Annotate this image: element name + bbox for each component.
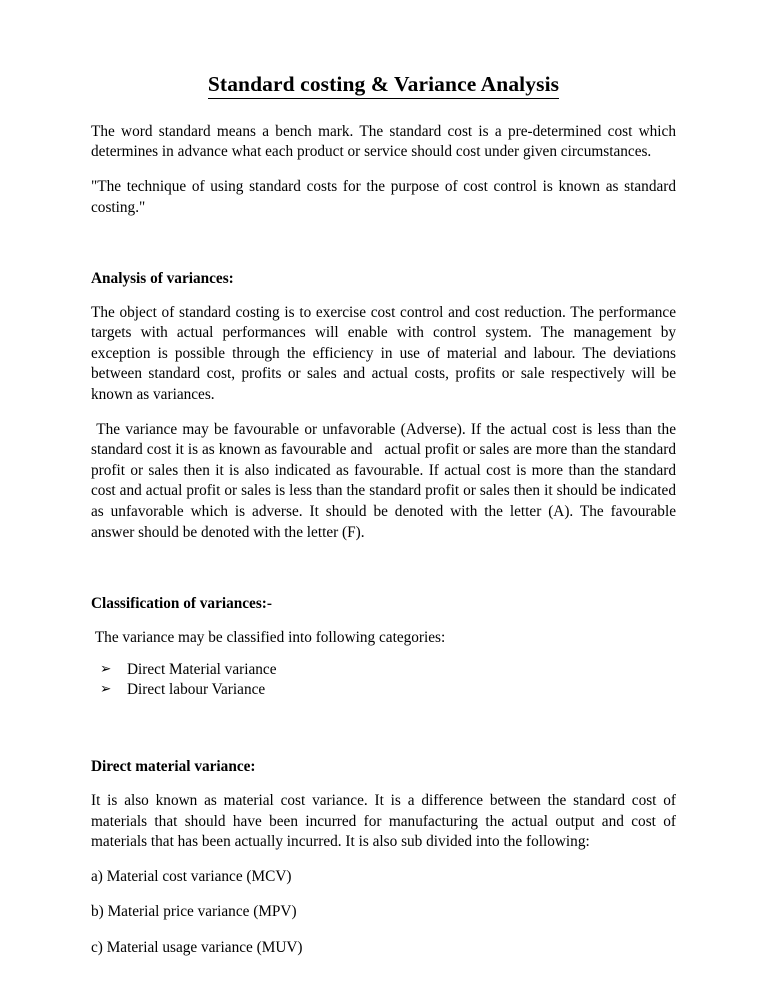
document-body xyxy=(91,72,680,974)
intro-paragraph-2: "The technique of using standard costs for the purpose of cost control is known as standard costing." xyxy=(91,177,680,216)
direct-material-paragraph: It is also known as material cost variance. It is a difference between the standard cost of materials that should have been incurred for manufacturing the actual output and cost of materials that has been actually incurred. It is also sub divided into the following: xyxy=(91,792,680,851)
heading-classification-of-variances: Classification of variances:- xyxy=(91,595,272,613)
list-item xyxy=(91,660,676,680)
spacer-before-classification xyxy=(91,557,676,594)
arrow-bullet-icon: ➢ xyxy=(100,661,112,678)
analysis-paragraph-2: The variance may be favourable or unfavorable (Adverse). If the actual cost is less than the standard cost it is as known as favourable and actual profit or sales are more than the standard profit or sales then it is also indicated as favourable. If actual cost is more than the standard cost and actual profit or sales is less than the standard profit or sales then it should be indicated as unfavorable which is adverse. It should be denoted with the letter (A). The favourable answer should be denoted with the letter (F). xyxy=(91,420,680,541)
list-item-label: Direct Material variance xyxy=(127,661,277,679)
intro-paragraph-1: The word standard means a bench mark. The standard cost is a pre-determined cost which determines in advance what each product or service should cost under given circumstances. xyxy=(91,122,680,161)
spacer-before-analysis xyxy=(91,232,676,269)
spacer-before-direct-material xyxy=(91,699,676,757)
classification-intro-text: The variance may be classified into following categories: xyxy=(91,628,446,646)
arrow-bullet-icon: ➢ xyxy=(100,680,112,697)
heading-analysis-of-variances: Analysis of variances: xyxy=(91,270,234,288)
list-item: b) Material price variance (MPV) xyxy=(91,903,297,921)
heading-direct-material-variance: Direct material variance: xyxy=(91,758,256,776)
page-title xyxy=(91,72,676,99)
analysis-paragraph-1: The object of standard costing is to exercise cost control and cost reduction. The performance targets with actual performances will enable with control system. The management by exception is possible through the efficiency in use of material and labour. The deviations between standard cost, profits or sales and actual costs, profits or sale respectively will be known as variances. xyxy=(91,303,680,404)
page-title-text: Standard costing & Variance Analysis xyxy=(208,72,559,99)
list-item xyxy=(91,680,676,700)
variance-category-list xyxy=(91,660,676,699)
list-item-label: Direct labour Variance xyxy=(127,680,266,698)
list-item: c) Material usage variance (MUV) xyxy=(91,938,303,956)
material-variance-sublist xyxy=(91,867,676,959)
list-item: a) Material cost variance (MCV) xyxy=(91,867,292,885)
